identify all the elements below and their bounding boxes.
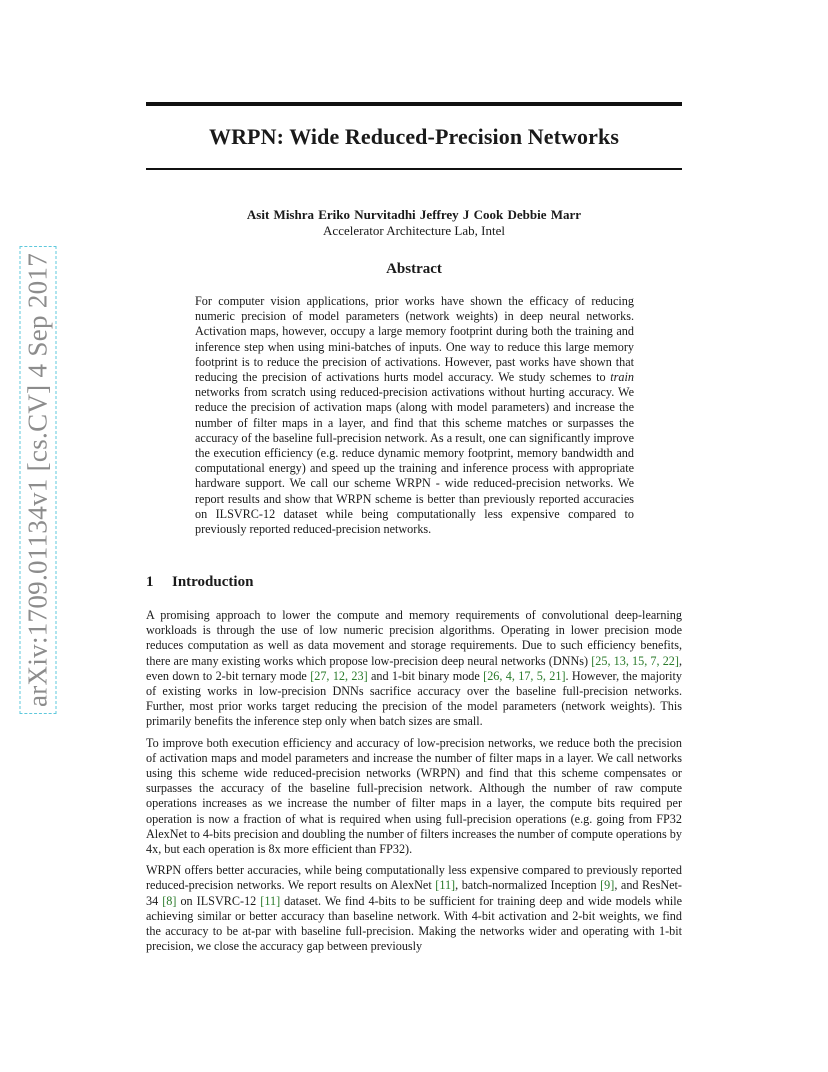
arxiv-identifier-stamp[interactable]: arXiv:1709.01134v1 [cs.CV] 4 Sep 2017 xyxy=(20,246,57,714)
introduction-body xyxy=(146,608,682,960)
citation-link[interactable]: [26, 4, 17, 5, 21] xyxy=(483,668,566,683)
p3-text-e: dataset. We find 4-bits to be sufficient for training deep and wide models while achieving similar or better accuracy than baseline network. With 4-bit activation and 2-bit weights, we find the accuracy to be at-par with baseline full-precision. Making the networks wider and operating with 1-bit precision, we close the accuracy gap between previously xyxy=(146,893,682,954)
title-top-rule xyxy=(146,102,682,106)
paper-title: WRPN: Wide Reduced-Precision Networks xyxy=(208,124,620,149)
p1-text-d: . However, the majority of existing works in low-precision DNNs sacrifice accuracy over the baseline full-precision networks. Further, most prior works target reducing the precision of the model parameters (network weights). This primarily benefits the inference step only when batch sizes are small. xyxy=(146,668,682,729)
p1-text-a: A promising approach to lower the compute and memory requirements of convolutional deep-learning workloads is through the use of low numeric precision algorithms. Operating in lower precision mode reduces computation as well as data movement and storage requirements. Due to such efficiency benefits, there are many existing works which propose low-precision deep neural networks (DNNs) xyxy=(146,608,682,668)
citation-link[interactable]: [11] xyxy=(260,893,281,908)
citation-link[interactable]: [27, 12, 23] xyxy=(310,668,368,683)
p1-text-c: and 1-bit binary mode xyxy=(367,668,484,683)
author-list: Asit Mishra Eriko Nurvitadhi Jeffrey J Cook Debbie Marr xyxy=(246,207,582,222)
paragraph-2: To improve both execution efficiency and accuracy of low-precision networks, we reduce both the precision of activation maps and model parameters and increase the number of filter maps in a layer. We call networks using this scheme wide reduced-precision networks (WRPN) and find that this scheme compensates or surpasses the accuracy of the baseline full-precision network. Although the number of raw compute operations increases as we increase the number of filter maps in a layer, the compute bits required per operation is now a fraction of what is required when using full-precision operations (e.g. going from FP32 AlexNet to 4-bits precision and doubling the number of filters increases the number of compute operations by 4x, but each operation is 8x more efficient than FP32). xyxy=(146,735,682,857)
citation-link[interactable]: [8] xyxy=(162,893,177,908)
abstract-text-2: networks from scratch using reduced-precision activations without hurting accuracy. We reduce the precision of activation maps (along with model parameters) and increase the number of filter maps in a layer, and find that this scheme matches or surpasses the accuracy of the baseline full-precision network. As a result, one can significantly improve the execution efficiency (e.g. reduce dynamic memory footprint, memory bandwidth and computational energy) and speed up the training and inference process with appropriate hardware support. We call our scheme WRPN - wide reduced-precision networks. We report results and show that WRPN scheme is better than previously reported accuracies on ILSVRC-12 dataset while being computationally less expensive compared to previously reported reduced-precision networks. xyxy=(195,385,634,537)
p3-text-a: WRPN offers better accuracies, while being computationally less expensive compared to previously reported reduced-precision networks. We report results on AlexNet xyxy=(146,863,682,893)
title-bottom-rule xyxy=(146,168,682,170)
paragraph-3 xyxy=(146,863,682,954)
abstract-text-1: For computer vision applications, prior works have shown the efficacy of reducing numeric precision of model parameters (network weights) in deep neural networks. Activation maps, however, occupy a large memory footprint during both the training and inference step when using mini-batches of inputs. One way to reduce this large memory footprint is to reduce the precision of activations. However, past works have shown that reducing the precision of activations hurts model accuracy. We study schemes to xyxy=(195,294,634,385)
section-number: 1 xyxy=(146,574,154,590)
citation-link[interactable]: [25, 13, 15, 7, 22] xyxy=(591,653,679,668)
section-title: Introduction xyxy=(172,574,254,590)
affiliation: Accelerator Architecture Lab, Intel xyxy=(323,223,505,238)
p1-text-b: , even down to 2-bit ternary mode xyxy=(146,653,682,683)
section-heading xyxy=(146,574,253,591)
abstract-heading: Abstract xyxy=(386,261,442,277)
citation-link[interactable]: [9] xyxy=(600,878,615,893)
p3-text-d: on ILSVRC-12 xyxy=(176,893,261,908)
citation-link[interactable]: [11] xyxy=(435,878,456,893)
p3-text-c: , and ResNet-34 xyxy=(146,878,682,908)
abstract-emphasis: train xyxy=(610,370,634,385)
abstract-body xyxy=(195,294,634,537)
p3-text-b: , batch-normalized Inception xyxy=(455,878,601,893)
paragraph-1 xyxy=(146,608,682,730)
